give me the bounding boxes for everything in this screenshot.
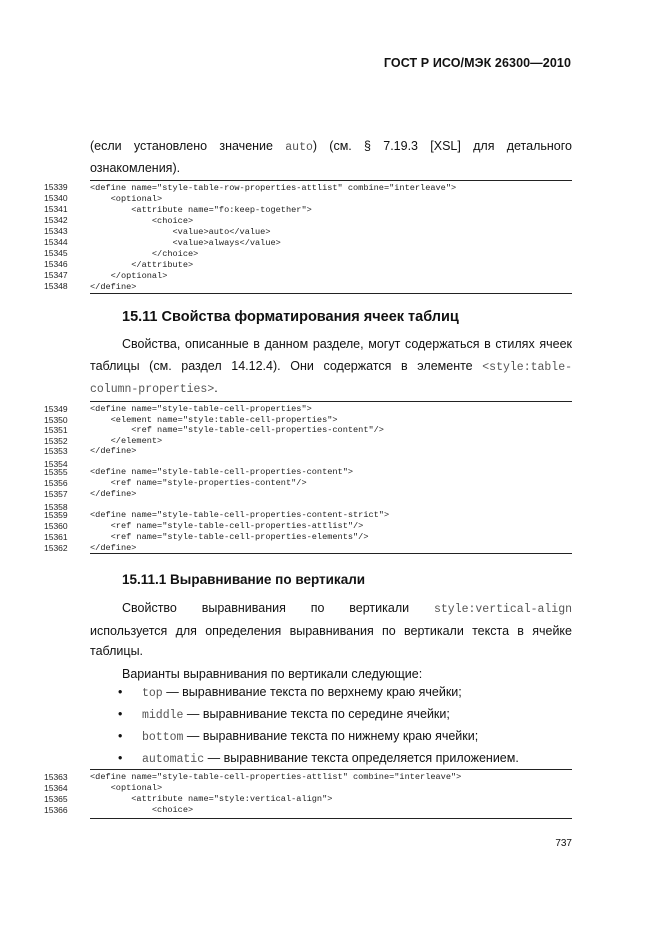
code-line: <optional> — [90, 194, 163, 204]
line-number: 15359 — [44, 510, 68, 520]
bullet-text: — выравнивание текста определяется приложением. — [204, 751, 519, 765]
intro-code-auto: auto — [285, 141, 313, 154]
para-code-element: <style:table- — [482, 361, 572, 374]
list-item — [118, 707, 450, 722]
line-number: 15364 — [44, 783, 68, 793]
section-15-11-1-para-line-2: используется для определения выравнивания по вертикали текста в ячейке — [90, 624, 572, 638]
list-item — [118, 729, 478, 744]
code-line: <ref name="style-properties-content"/> — [90, 478, 307, 488]
line-number: 15351 — [44, 425, 68, 435]
bullet-code: middle — [142, 709, 184, 722]
intro-text-start: (если установлено значение — [90, 139, 273, 153]
code-block-1 — [90, 180, 572, 294]
code-line: <choice> — [90, 216, 194, 226]
code-line: <ref name="style-table-cell-properties-attlist"/> — [90, 521, 364, 531]
code-line: </attribute> — [90, 260, 194, 270]
section-15-11-para-line-1: Свойства, описанные в данном разделе, могут содержаться в стилях ячеек — [122, 337, 572, 351]
list-item — [118, 751, 519, 766]
bullet-icon: • — [118, 729, 123, 743]
bullet-text: — выравнивание текста по верхнему краю ячейки; — [162, 685, 462, 699]
para-code-element-cont: column-properties> — [90, 383, 215, 396]
bullet-icon: • — [118, 707, 123, 721]
section-15-11-para-line-3 — [90, 377, 572, 401]
line-number: 15362 — [44, 543, 68, 553]
line-number: 15346 — [44, 259, 68, 269]
code-line: <define name="style-table-cell-properties-attlist" combine="interleave"> — [90, 772, 462, 782]
bullet-text: — выравнивание текста по нижнему краю ячейки; — [183, 729, 479, 743]
line-number: 15361 — [44, 532, 68, 542]
code-line: <ref name="style-table-cell-properties-elements"/> — [90, 532, 369, 542]
line-number: 15343 — [44, 226, 68, 236]
section-heading-15-11-1: 15.11.1 Выравнивание по вертикали — [122, 572, 366, 587]
line-number: 15352 — [44, 435, 68, 446]
code-line: <attribute name="fo:keep-together"> — [90, 205, 312, 215]
code-line: </define> — [90, 543, 137, 553]
document-header: ГОСТ Р ИСО/МЭК 26300—2010 — [383, 56, 571, 70]
code-line: <define name="style-table-row-properties-attlist" combine="interleave"> — [90, 183, 457, 193]
page-number: 737 — [555, 838, 572, 849]
line-number: 15347 — [44, 270, 68, 280]
section-heading-15-11: 15.11 Свойства форматирования ячеек таблиц — [122, 309, 459, 325]
line-number: 15358 — [44, 502, 68, 512]
code-block-3 — [90, 769, 572, 819]
para-text: Свойство выравнивания по вертикали — [122, 601, 410, 615]
line-number: 15344 — [44, 237, 68, 247]
line-number: 15348 — [44, 281, 68, 291]
code-line: </define> — [90, 282, 137, 292]
bullet-text: — выравнивание текста по середине ячейки; — [183, 707, 450, 721]
code-line: </define> — [90, 489, 137, 499]
code-line: <optional> — [90, 783, 163, 793]
code-line: <attribute name="style:vertical-align"> — [90, 794, 333, 804]
variants-intro: Варианты выравнивания по вертикали следующие: — [122, 667, 423, 681]
bullet-icon: • — [118, 751, 123, 765]
code-line: <define name="style-table-cell-properties"> — [90, 404, 312, 414]
code-line: <define name="style-table-cell-properties-content"> — [90, 467, 354, 477]
code-line: </optional> — [90, 271, 168, 281]
intro-text-end: ) (см. § 7.19.3 [XSL] для детального — [312, 139, 572, 153]
para-period: . — [214, 381, 218, 395]
line-number: 15341 — [44, 204, 68, 214]
line-number: 15342 — [44, 215, 68, 225]
line-number: 15349 — [44, 404, 68, 414]
code-line: <element name="style:table-cell-properties"> — [90, 414, 338, 425]
intro-line-1 — [90, 135, 572, 159]
line-number: 15345 — [44, 248, 68, 258]
line-number: 15356 — [44, 478, 68, 488]
line-number: 15357 — [44, 489, 68, 499]
list-item — [118, 685, 462, 700]
code-line: <ref name="style-table-cell-properties-content"/> — [90, 425, 384, 435]
bullet-code: automatic — [142, 753, 205, 766]
line-number: 15353 — [44, 446, 68, 456]
line-number: 15366 — [44, 805, 68, 815]
line-number: 15360 — [44, 521, 68, 531]
intro-line-2: ознакомления). — [90, 161, 181, 175]
line-number: 15355 — [44, 467, 68, 477]
line-number: 15365 — [44, 794, 68, 804]
section-15-11-1-para-line-3: таблицы. — [90, 644, 144, 658]
code-line: </choice> — [90, 249, 199, 259]
line-number: 15363 — [44, 772, 68, 782]
bullet-icon: • — [118, 685, 123, 699]
code-line: </define> — [90, 446, 137, 456]
bullet-code: bottom — [142, 731, 184, 744]
bullet-code: top — [142, 687, 163, 700]
section-15-11-para-line-2 — [90, 355, 572, 379]
line-number: 15339 — [44, 182, 68, 192]
para-text: таблицы (см. раздел 14.12.4). Они содержатся в элементе — [90, 359, 473, 373]
code-line: <value>always</value> — [90, 238, 281, 248]
line-number: 15354 — [44, 459, 68, 469]
line-number: 15340 — [44, 193, 68, 203]
para-code-vertical-align: style:vertical-align — [433, 603, 573, 616]
code-line: <define name="style-table-cell-properties-content-strict"> — [90, 510, 390, 520]
code-line: </element> — [90, 435, 163, 446]
line-number: 15350 — [44, 414, 68, 425]
code-block-2 — [90, 401, 572, 554]
code-line: <value>auto</value> — [90, 227, 271, 237]
code-line: <choice> — [90, 805, 194, 815]
section-15-11-1-para-line-1 — [122, 597, 572, 621]
